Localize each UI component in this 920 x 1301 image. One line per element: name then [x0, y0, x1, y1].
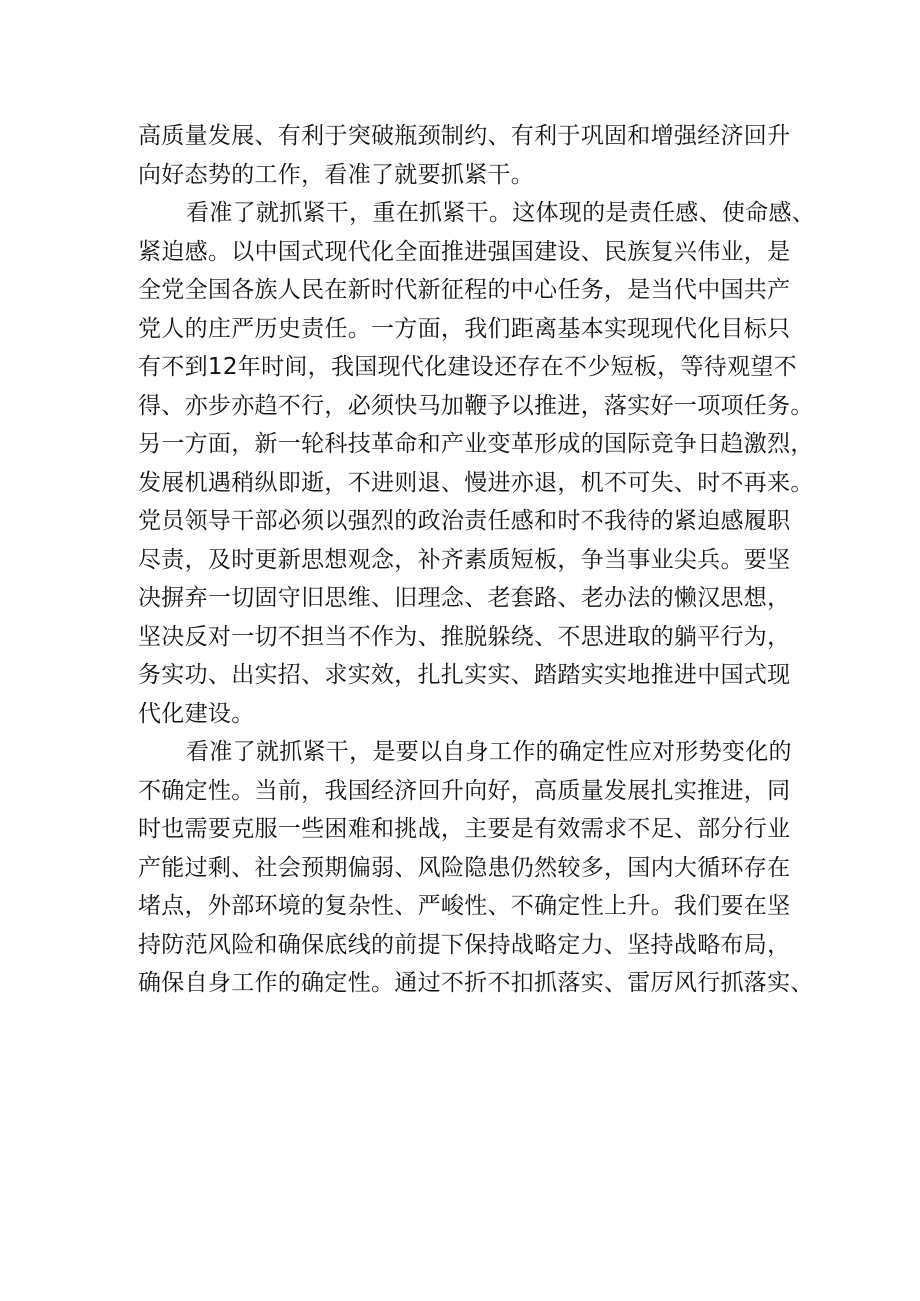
text-line: 确保自身工作的确定性。通过不折不扣抓落实、雷厉风行抓落实、	[138, 970, 814, 996]
text-line: 产能过剩、社会预期偏弱、风险隐患仍然较多，国内大循环存在	[138, 854, 791, 881]
body-text	[138, 117, 816, 1003]
text-line: 高质量发展、有利于突破瓶颈制约、有利于巩固和增强经济回升	[138, 123, 791, 149]
paragraph-start-line: 看准了就抓紧干，是要以自身工作的确定性应对形势变化的	[186, 739, 792, 765]
text-line: 党人的庄严历史责任。一方面，我们距离基本实现现代化目标只	[138, 315, 791, 342]
text-line: 有不到12年时间，我国现代化建设还存在不少短板，等待观望不	[138, 354, 797, 380]
text-line: 全党全国各族人民在新时代新征程的中心任务，是当代中国共产	[138, 277, 791, 303]
text-line: 党员领导干部必须以强烈的政治责任感和时不我待的紧迫感履职	[138, 508, 791, 534]
text-line: 决摒弃一切固守旧思维、旧理念、老套路、老办法的懒汉思想，	[138, 585, 791, 611]
text-line: 时也需要克服一些困难和挑战，主要是有效需求不足、部分行业	[138, 816, 791, 842]
text-line: 尽责，及时更新思想观念，补齐素质短板，争当事业尖兵。要坚	[138, 546, 791, 573]
text-line: 得、亦步亦趋不行，必须快马加鞭予以推进，落实好一项项任务。	[138, 392, 814, 419]
paragraph-start-line: 看准了就抓紧干，重在抓紧干。这体现的是责任感、使命感、	[186, 200, 816, 226]
text-line: 坚决反对一切不担当不作为、推脱躲绕、不思进取的躺平行为，	[138, 623, 791, 650]
text-line: 向好态势的工作，看准了就要抓紧干。	[138, 161, 535, 188]
text-line: 堵点，外部环境的复杂性、严峻性、不确定性上升。我们要在坚	[138, 893, 791, 919]
text-line: 务实功、出实招、求实效，扎扎实实、踏踏实实地推进中国式现	[138, 662, 791, 688]
text-line: 代化建设。	[138, 700, 255, 727]
text-line: 不确定性。当前，我国经济回升向好，高质量发展扎实推进，同	[138, 777, 791, 804]
text-line: 紧迫感。以中国式现代化全面推进强国建设、民族复兴伟业，是	[138, 238, 791, 265]
text-line: 发展机遇稍纵即逝，不进则退、慢进亦退，机不可失、时不再来。	[138, 469, 814, 496]
text-line: 另一方面，新一轮科技革命和产业变革形成的国际竞争日趋激烈，	[138, 431, 814, 457]
text-line: 持防范风险和确保底线的前提下保持战略定力、坚持战略布局，	[138, 931, 791, 958]
